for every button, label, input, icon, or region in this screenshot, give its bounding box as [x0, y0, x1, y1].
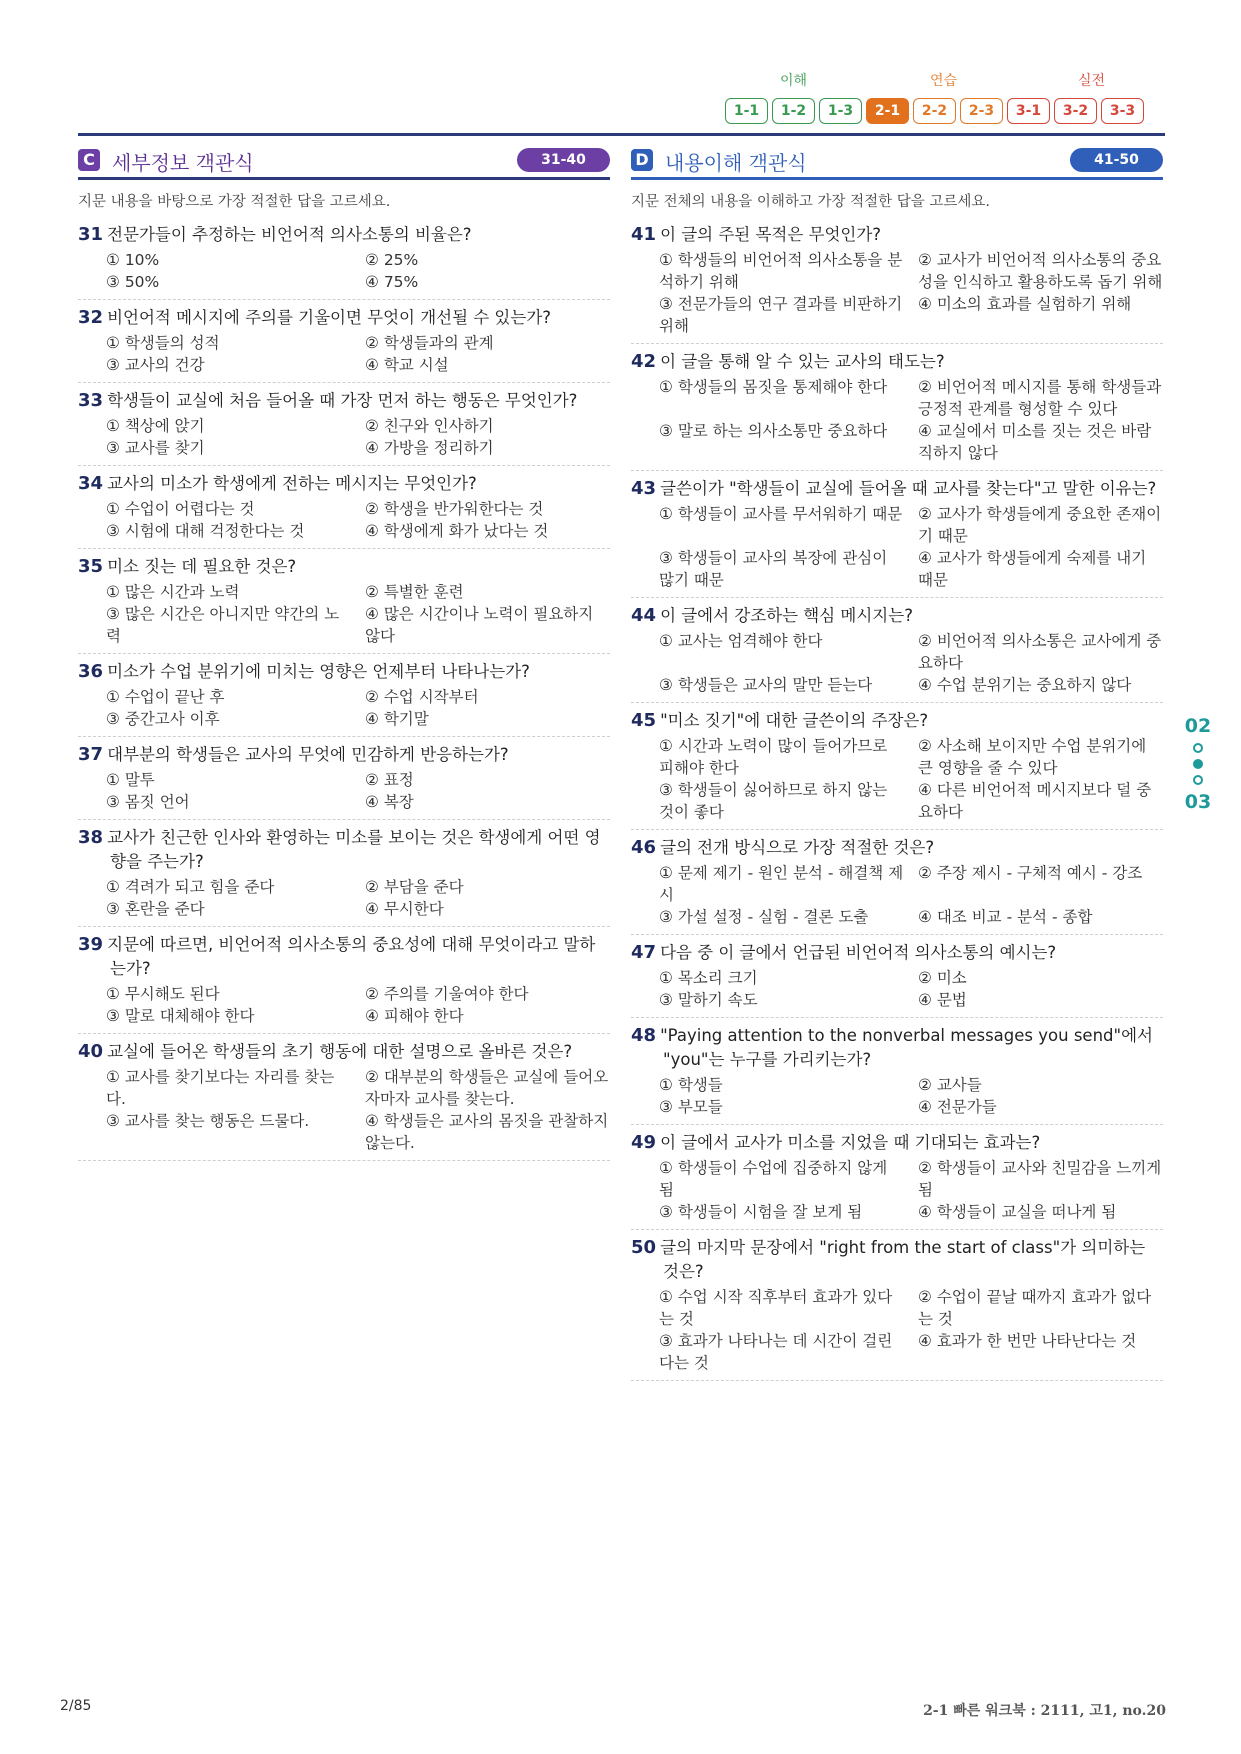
question-number: 38 [78, 827, 104, 848]
answer-option[interactable]: ① 격려가 되고 힘을 준다 [106, 878, 275, 896]
step-label-real: 실전 [1078, 73, 1106, 89]
step-tab-2-2[interactable]: 2-2 [913, 98, 956, 124]
question-stem [78, 472, 610, 496]
question-stem [78, 223, 610, 247]
section-c-title: 세부정보 객관식 [112, 151, 254, 175]
question-text: 이 글의 주된 목적은 무엇인가? [660, 225, 882, 244]
answer-option[interactable]: ③ 말하기 속도 [659, 991, 758, 1009]
answer-option[interactable]: ① 시간과 노력이 많이 들어가므로 피해야 한다 [659, 737, 888, 777]
answer-option[interactable]: ④ 복장 [365, 793, 414, 811]
answer-option[interactable]: ④ 학기말 [365, 710, 429, 728]
step-label-understand: 이해 [780, 73, 808, 89]
question-number: 33 [78, 390, 104, 411]
answer-options [631, 735, 1163, 823]
question-stem [78, 1040, 610, 1064]
question-item [78, 466, 610, 549]
question-text: 글의 마지막 문장에서 "right from the start of class"가 의미하는 것은? [660, 1238, 1146, 1281]
question-item [78, 383, 610, 466]
answer-option[interactable]: ① 학생들의 성적 [106, 334, 220, 352]
question-text: 대부분의 학생들은 교사의 무엇에 민감하게 반응하는가? [107, 745, 509, 764]
answer-option[interactable]: ③ 50% [106, 273, 160, 291]
question-item [78, 737, 610, 820]
question-text: 교사의 미소가 학생에게 전하는 메시지는 무엇인가? [107, 474, 477, 493]
question-number: 35 [78, 556, 104, 577]
question-number: 43 [631, 478, 657, 499]
question-stem [631, 350, 1163, 374]
question-text: 이 글에서 교사가 미소를 지었을 때 기대되는 효과는? [660, 1133, 1041, 1152]
question-number: 42 [631, 351, 657, 372]
section-c-range: 31-40 [517, 148, 610, 172]
answer-option[interactable]: ② 비언어적 메시지를 통해 학생들과 긍정적 관계를 형성할 수 있다 [918, 378, 1162, 418]
answer-option[interactable]: ① 무시해도 된다 [106, 985, 220, 1003]
answer-option[interactable]: ① 교사는 엄격해야 한다 [659, 632, 823, 650]
question-text: 교실에 들어온 학생들의 초기 행동에 대한 설명으로 올바른 것은? [107, 1042, 573, 1061]
answer-option[interactable]: ③ 교사를 찾기 [106, 439, 205, 457]
section-d-range: 41-50 [1070, 148, 1163, 172]
answer-option[interactable]: ① 학생들이 교사를 무서워하기 때문 [659, 505, 903, 523]
answer-option[interactable]: ① 말투 [106, 771, 155, 789]
answer-option[interactable]: ④ 무시한다 [365, 900, 444, 918]
question-text: 글쓴이가 "학생들이 교실에 들어올 때 교사를 찾는다"고 말한 이유는? [660, 479, 1157, 498]
side-bottom-number: 03 [1184, 791, 1212, 813]
answer-option[interactable]: ③ 학생들이 교사의 복장에 관심이 많기 때문 [659, 549, 888, 589]
question-stem [78, 826, 610, 874]
question-number: 34 [78, 473, 104, 494]
answer-options [78, 983, 610, 1027]
page-number: 2/85 [60, 1698, 92, 1714]
answer-option[interactable]: ② 교사가 비언어적 의사소통의 중요성을 인식하고 활용하도록 돕기 위해 [918, 251, 1163, 291]
answer-options [631, 376, 1163, 464]
progress-dot-icon [1193, 775, 1203, 785]
step-tab-3-3[interactable]: 3-3 [1101, 98, 1144, 124]
answer-option[interactable]: ② 학생을 반가워한다는 것 [365, 500, 544, 518]
side-progress [1178, 715, 1218, 813]
question-item [78, 927, 610, 1034]
answer-option[interactable]: ② 표정 [365, 771, 414, 789]
question-stem [631, 1236, 1163, 1284]
question-item [78, 549, 610, 654]
question-text: 미소 짓는 데 필요한 것은? [107, 557, 297, 576]
question-item [78, 217, 610, 300]
answer-option[interactable]: ③ 중간고사 이후 [106, 710, 220, 728]
question-stem [78, 306, 610, 330]
question-number: 48 [631, 1025, 657, 1046]
answer-option[interactable]: ③ 혼란을 준다 [106, 900, 205, 918]
answer-option[interactable]: ④ 미소의 효과를 실험하기 위해 [918, 295, 1132, 313]
answer-option[interactable]: ④ 효과가 한 번만 나타난다는 것 [918, 1332, 1137, 1350]
answer-options [631, 1074, 1163, 1118]
answer-option[interactable]: ④ 학생들은 교사의 몸짓을 관찰하지 않는다. [365, 1112, 609, 1152]
answer-option[interactable]: ② 주의를 기울여야 한다 [365, 985, 529, 1003]
question-item [78, 820, 610, 927]
answer-options [78, 498, 610, 542]
answer-option[interactable]: ③ 학생들이 싫어하므로 하지 않는 것이 좋다 [659, 781, 888, 821]
answer-option[interactable]: ① 목소리 크기 [659, 969, 758, 987]
question-number: 31 [78, 224, 104, 245]
question-item [631, 598, 1163, 703]
answer-option[interactable]: ① 수업 시작 직후부터 효과가 있다는 것 [659, 1288, 893, 1328]
question-number: 37 [78, 744, 104, 765]
question-stem [78, 743, 610, 767]
question-list-d [631, 217, 1163, 1381]
answer-options [631, 503, 1163, 591]
question-number: 39 [78, 934, 104, 955]
answer-option[interactable]: ② 수업 시작부터 [365, 688, 479, 706]
answer-option[interactable]: ② 교사들 [918, 1076, 982, 1094]
question-item [631, 344, 1163, 471]
answer-option[interactable]: ③ 교사의 건강 [106, 356, 205, 374]
step-tab-1-1[interactable]: 1-1 [725, 98, 768, 124]
answer-options [78, 332, 610, 376]
section-d-header [631, 145, 1163, 180]
answer-options [78, 415, 610, 459]
question-text: "Paying attention to the nonverbal messages you send"에서 "you"는 누구를 가리키는가? [660, 1026, 1153, 1069]
question-number: 32 [78, 307, 104, 328]
answer-option[interactable]: ③ 말로 하는 의사소통만 중요하다 [659, 422, 888, 440]
step-tab-3-1[interactable]: 3-1 [1007, 98, 1050, 124]
answer-options [78, 769, 610, 813]
answer-option[interactable]: ④ 대조 비교 - 분석 - 종합 [918, 908, 1093, 926]
answer-option[interactable]: ④ 학교 시설 [365, 356, 449, 374]
question-item [631, 1230, 1163, 1381]
question-text: 교사가 친근한 인사와 환영하는 미소를 보이는 것은 학생에게 어떤 영향을 주는가? [107, 828, 601, 871]
answer-option[interactable]: ② 비언어적 의사소통은 교사에게 중요하다 [918, 632, 1162, 672]
question-number: 46 [631, 837, 657, 858]
answer-options [631, 1286, 1163, 1374]
answer-option[interactable]: ① 수업이 어렵다는 것 [106, 500, 255, 518]
progress-dot-icon [1193, 743, 1203, 753]
question-item [78, 1034, 610, 1161]
answer-option[interactable]: ② 부담을 준다 [365, 878, 464, 896]
footer-title: 2-1 빠른 워크북 : 2111, 고1, no.20 [923, 1703, 1166, 1719]
section-c-instruction: 지문 내용을 바탕으로 가장 적절한 답을 고르세요. [78, 194, 391, 210]
answer-option[interactable]: ④ 학생에게 화가 났다는 것 [365, 522, 549, 540]
question-text: 미소가 수업 분위기에 미치는 영향은 언제부터 나타나는가? [107, 662, 530, 681]
answer-option[interactable]: ② 학생들과의 관계 [365, 334, 494, 352]
question-item [631, 1018, 1163, 1125]
answer-option[interactable]: ④ 전문가들 [918, 1098, 997, 1116]
answer-option[interactable]: ① 수업이 끝난 후 [106, 688, 225, 706]
question-stem [631, 709, 1163, 733]
answer-options [631, 967, 1163, 1011]
answer-option[interactable]: ④ 수업 분위기는 중요하지 않다 [918, 676, 1132, 694]
answer-option[interactable]: ① 많은 시간과 노력 [106, 583, 240, 601]
question-text: 이 글에서 강조하는 핵심 메시지는? [660, 606, 913, 625]
answer-option[interactable]: ② 사소해 보이지만 수업 분위기에 큰 영향을 줄 수 있다 [918, 737, 1147, 777]
answer-options [631, 1157, 1163, 1223]
answer-option[interactable]: ② 교사가 학생들에게 중요한 존재이기 때문 [918, 505, 1162, 545]
question-stem [631, 223, 1163, 247]
step-tab-2-1[interactable]: 2-1 [866, 98, 909, 124]
question-text: 지문에 따르면, 비언어적 의사소통의 중요성에 대해 무엇이라고 말하는가? [107, 935, 596, 978]
side-top-number: 02 [1184, 715, 1212, 737]
section-c-header [78, 145, 610, 180]
answer-option[interactable]: ④ 교실에서 미소를 짓는 것은 바람직하지 않다 [918, 422, 1152, 462]
answer-option[interactable]: ③ 교사를 찾는 행동은 드물다. [106, 1112, 310, 1130]
question-text: 다음 중 이 글에서 언급된 비언어적 의사소통의 예시는? [660, 943, 1057, 962]
question-text: 글의 전개 방식으로 가장 적절한 것은? [660, 838, 935, 857]
section-c-letter: C [78, 149, 100, 171]
section-d-instruction: 지문 전체의 내용을 이해하고 가장 적절한 답을 고르세요. [631, 194, 991, 210]
question-stem [78, 389, 610, 413]
question-stem [78, 555, 610, 579]
question-text: 비언어적 메시지에 주의를 기울이면 무엇이 개선될 수 있는가? [107, 308, 552, 327]
answer-options [78, 686, 610, 730]
answer-option[interactable]: ② 대부분의 학생들은 교실에 들어오자마자 교사를 찾는다. [365, 1068, 609, 1108]
question-stem [631, 1024, 1163, 1072]
answer-option[interactable]: ③ 시험에 대해 걱정한다는 것 [106, 522, 305, 540]
section-c [78, 145, 610, 1161]
question-stem [78, 660, 610, 684]
answer-options [631, 249, 1163, 337]
answer-options [78, 1066, 610, 1154]
answer-option[interactable]: ④ 피해야 한다 [365, 1007, 464, 1025]
question-item [631, 471, 1163, 598]
question-stem [631, 604, 1163, 628]
answer-option[interactable]: ① 학생들이 수업에 집중하지 않게 됨 [659, 1159, 888, 1199]
answer-option[interactable]: ③ 전문가들의 연구 결과를 비판하기 위해 [659, 295, 903, 335]
answer-options [631, 862, 1163, 928]
question-number: 45 [631, 710, 657, 731]
answer-option[interactable]: ① 문제 제기 - 원인 분석 - 해결책 제시 [659, 864, 904, 904]
answer-option[interactable]: ④ 문법 [918, 991, 967, 1009]
step-group-labels [0, 70, 1241, 90]
question-text: 이 글을 통해 알 수 있는 교사의 태도는? [660, 352, 945, 371]
step-tab-1-2[interactable]: 1-2 [772, 98, 815, 124]
question-number: 41 [631, 224, 657, 245]
answer-option[interactable]: ④ 교사가 학생들에게 숙제를 내기 때문 [918, 549, 1147, 589]
step-tab-2-3[interactable]: 2-3 [960, 98, 1003, 124]
question-number: 44 [631, 605, 657, 626]
answer-option[interactable]: ② 미소 [918, 969, 967, 987]
question-number: 50 [631, 1237, 657, 1258]
step-tab-1-3[interactable]: 1-3 [819, 98, 862, 124]
answer-option[interactable]: ① 책상에 앉기 [106, 417, 205, 435]
question-number: 47 [631, 942, 657, 963]
answer-option[interactable]: ② 학생들이 교사와 친밀감을 느끼게 됨 [918, 1159, 1162, 1199]
answer-option[interactable]: ② 수업이 끝날 때까지 효과가 없다는 것 [918, 1288, 1152, 1328]
question-stem [631, 941, 1163, 965]
question-text: "미소 짓기"에 대한 글쓴이의 주장은? [660, 711, 929, 730]
section-d-title: 내용이해 객관식 [665, 151, 807, 175]
top-divider [78, 133, 1165, 136]
step-label-practice: 연습 [930, 73, 958, 89]
question-item [631, 703, 1163, 830]
question-stem [631, 477, 1163, 501]
question-item [631, 830, 1163, 935]
answer-option[interactable]: ④ 가방을 정리하기 [365, 439, 494, 457]
question-number: 36 [78, 661, 104, 682]
section-d [631, 145, 1163, 1381]
answer-options [78, 581, 610, 647]
step-tabs [725, 98, 1144, 124]
answer-option[interactable]: ① 학생들의 비언어적 의사소통을 분석하기 위해 [659, 251, 903, 291]
question-item [631, 935, 1163, 1018]
question-item [631, 217, 1163, 344]
answer-option[interactable]: ③ 몸짓 언어 [106, 793, 190, 811]
answer-option[interactable]: ④ 75% [365, 273, 419, 291]
answer-options [78, 249, 610, 293]
answer-option[interactable]: ② 친구와 인사하기 [365, 417, 494, 435]
answer-options [631, 630, 1163, 696]
answer-option[interactable]: ① 10% [106, 251, 160, 269]
answer-option[interactable]: ② 특별한 훈련 [365, 583, 464, 601]
section-d-letter: D [631, 149, 653, 171]
answer-option[interactable]: ① 교사를 찾기보다는 자리를 찾는다. [106, 1068, 335, 1108]
step-tab-3-2[interactable]: 3-2 [1054, 98, 1097, 124]
answer-option[interactable]: ③ 가설 설정 - 실험 - 결론 도출 [659, 908, 869, 926]
answer-option[interactable]: ③ 효과가 나타나는 데 시간이 걸린다는 것 [659, 1332, 893, 1372]
answer-option[interactable]: ③ 말로 대체해야 한다 [106, 1007, 255, 1025]
question-number: 49 [631, 1132, 657, 1153]
answer-option[interactable]: ① 학생들의 몸짓을 통제해야 한다 [659, 378, 888, 396]
question-list-c [78, 217, 610, 1161]
answer-option[interactable]: ② 주장 제시 - 구체적 예시 - 강조 [918, 864, 1143, 882]
question-number: 40 [78, 1041, 104, 1062]
answer-option[interactable]: ④ 다른 비언어적 메시지보다 덜 중요하다 [918, 781, 1152, 821]
answer-option[interactable]: ③ 부모들 [659, 1098, 723, 1116]
answer-option[interactable]: ③ 많은 시간은 아니지만 약간의 노력 [106, 605, 340, 645]
question-text: 학생들이 교실에 처음 들어올 때 가장 먼저 하는 행동은 무엇인가? [107, 391, 578, 410]
question-item [78, 300, 610, 383]
progress-dot-active-icon [1193, 759, 1203, 769]
question-stem [631, 1131, 1163, 1155]
answer-option[interactable]: ③ 학생들은 교사의 말만 듣는다 [659, 676, 873, 694]
answer-option[interactable]: ③ 학생들이 시험을 잘 보게 됨 [659, 1203, 863, 1221]
answer-option[interactable]: ④ 학생들이 교실을 떠나게 됨 [918, 1203, 1117, 1221]
question-text: 전문가들이 추정하는 비언어적 의사소통의 비율은? [107, 225, 472, 244]
question-item [78, 654, 610, 737]
answer-option[interactable]: ④ 많은 시간이나 노력이 필요하지 않다 [365, 605, 594, 645]
answer-option[interactable]: ① 학생들 [659, 1076, 723, 1094]
question-item [631, 1125, 1163, 1230]
answer-option[interactable]: ② 25% [365, 251, 419, 269]
answer-options [78, 876, 610, 920]
question-stem [631, 836, 1163, 860]
question-stem [78, 933, 610, 981]
